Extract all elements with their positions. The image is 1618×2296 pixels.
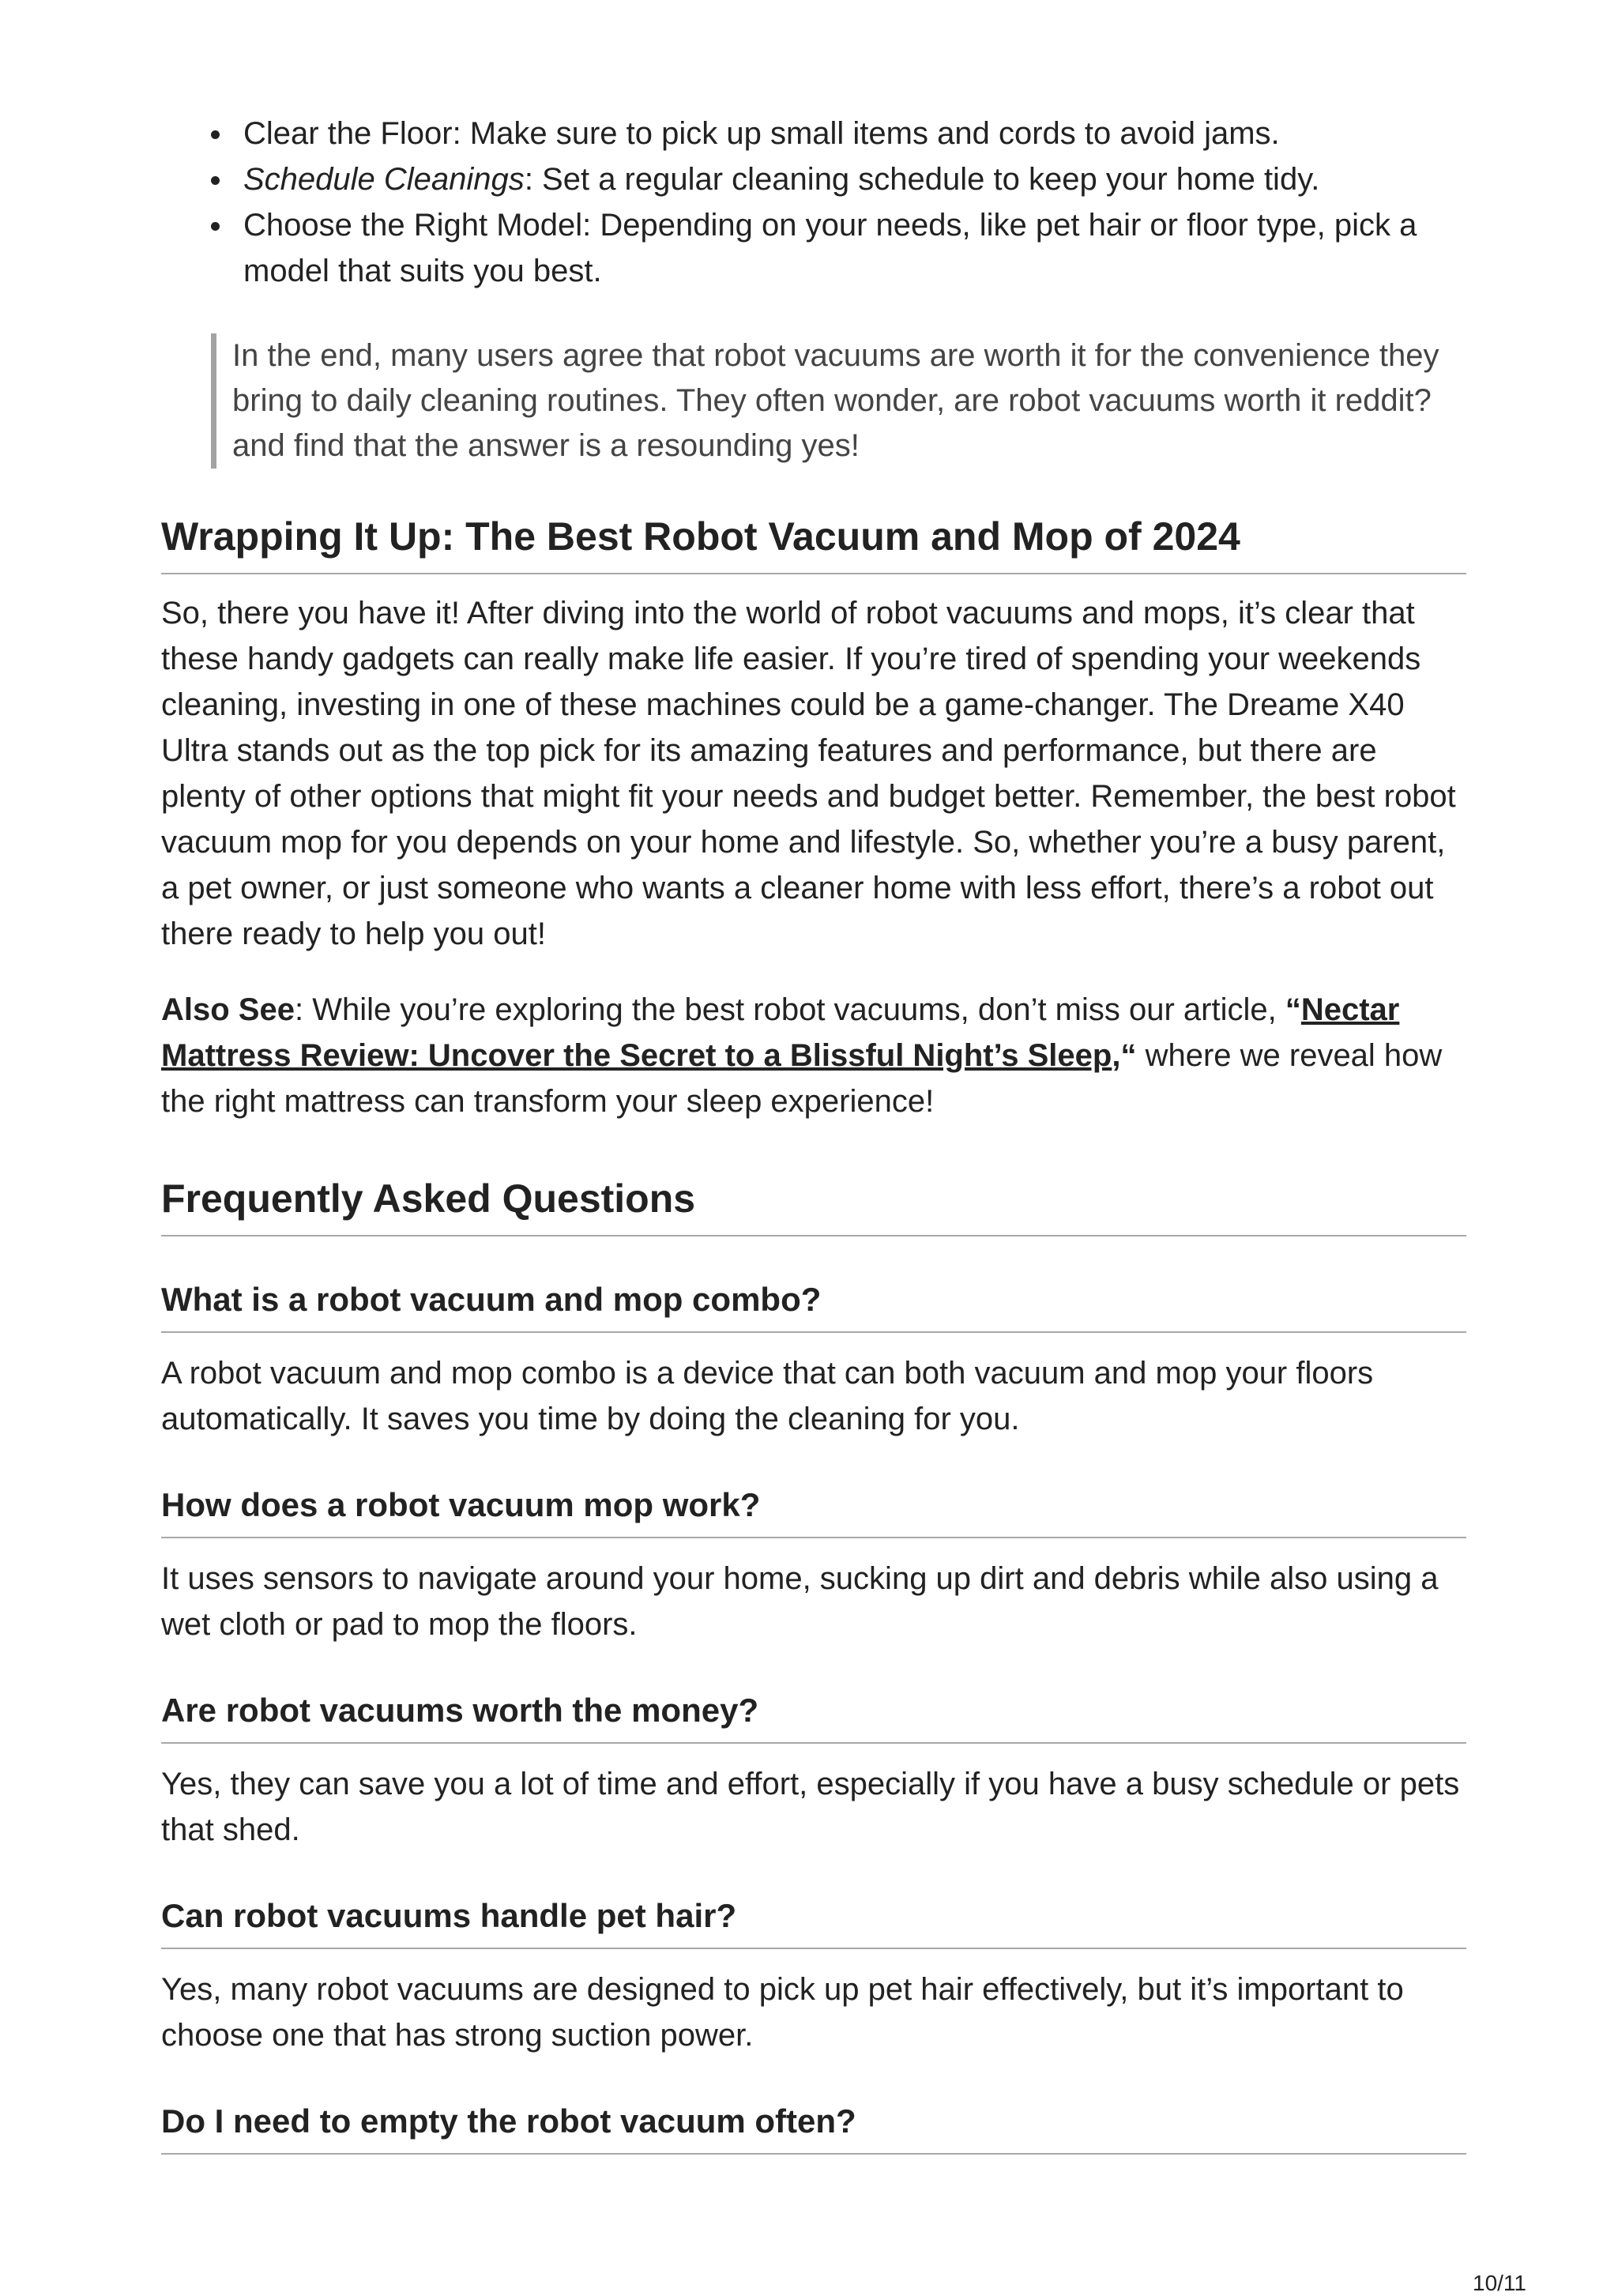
also-see-paragraph <box>161 987 1466 1124</box>
tip-label: Clear the Floor <box>243 116 453 151</box>
faq-question-wrap <box>161 1278 1466 1333</box>
faq-answer: Yes, many robot vacuums are designed to pick up pet hair effectively, but it’s important to choose one that has strong suction power. <box>161 1972 1404 2053</box>
faq-question: Can robot vacuums handle pet hair? <box>161 1894 1466 1949</box>
wrap-paragraph: So, there you have it! After diving into the world of robot vacuums and mops, it’s clear that these handy gadgets can really make life easier. If you’re tired of spending your weekends cleaning, investing in one of these machines could be a game-changer. The Dreame X40 Ultra stands out as the top pick for its amazing features and performance, but there are plenty of other options that might fit your needs and budget better. Remember, the best robot vacuum mop for you depends on your home and lifestyle. So, whether you’re a busy parent, a pet owner, or just someone who wants a cleaner home with less effort, there’s a robot out there ready to help you out! <box>161 596 1456 951</box>
page-number: 10/11 <box>1473 2271 1526 2295</box>
faq-answer: A robot vacuum and mop combo is a device that can both vacuum and mop your floors automatically. It saves you time by doing the cleaning for you. <box>161 1356 1374 1436</box>
faq-question: What is a robot vacuum and mop combo? <box>161 1278 1466 1333</box>
also-see-intro: : While you’re exploring the best robot vacuums, don’t miss our article, <box>294 992 1285 1027</box>
faq-question-wrap <box>161 1483 1466 1538</box>
faq-question-wrap <box>161 1894 1466 1949</box>
faq-heading: Frequently Asked Questions <box>161 1173 1466 1236</box>
wrap-heading: Wrapping It Up: The Best Robot Vacuum and Mop of 2024 <box>161 511 1466 574</box>
tip-text: : Make sure to pick up small items and cords to avoid jams. <box>452 116 1280 151</box>
also-see-outro: where we reveal how the right mattress can transform your sleep experience! <box>161 1038 1443 1119</box>
list-item <box>243 202 1466 294</box>
tips-list <box>161 111 1466 294</box>
faq-question: Are robot vacuums worth the money? <box>161 1688 1466 1744</box>
faq-question-wrap <box>161 2099 1466 2155</box>
blockquote: In the end, many users agree that robot vacuums are worth it for the convenience they bring to daily cleaning routines. They often wonder, are robot vacuums worth it reddit? and find that the answer is a resounding yes! <box>211 333 1466 469</box>
faq-answer: It uses sensors to navigate around your home, sucking up dirt and debris while also using a wet cloth or pad to mop the floors. <box>161 1561 1439 1642</box>
tip-label: Choose the Right Model <box>243 208 583 243</box>
open-quote: “ <box>1285 992 1301 1027</box>
faq-question: Do I need to empty the robot vacuum often? <box>161 2099 1466 2155</box>
tip-text: : Depending on your needs, like pet hair or floor type, pick a model that suits you best. <box>243 208 1417 288</box>
link-comma: , <box>1112 1038 1121 1073</box>
also-see-label: Also See <box>161 992 295 1027</box>
list-item <box>243 156 1466 202</box>
faq-answer: Yes, they can save you a lot of time and effort, especially if you have a busy schedule or pets that shed. <box>161 1767 1460 1847</box>
document-page <box>161 111 1466 2155</box>
tip-label: Schedule Cleanings <box>243 162 525 197</box>
close-quote: “ <box>1120 1038 1137 1073</box>
faq-question: How does a robot vacuum mop work? <box>161 1483 1466 1538</box>
faq-question-wrap <box>161 1688 1466 1744</box>
nectar-review-link[interactable]: Nectar Mattress Review: Uncover the Secret to a Blissful Night’s Sleep <box>161 992 1400 1073</box>
faq-heading-wrap <box>161 1173 1466 1236</box>
list-item <box>243 111 1466 156</box>
wrap-section-heading-wrap <box>161 511 1466 574</box>
tip-text: : Set a regular cleaning schedule to keep your home tidy. <box>524 162 1320 197</box>
